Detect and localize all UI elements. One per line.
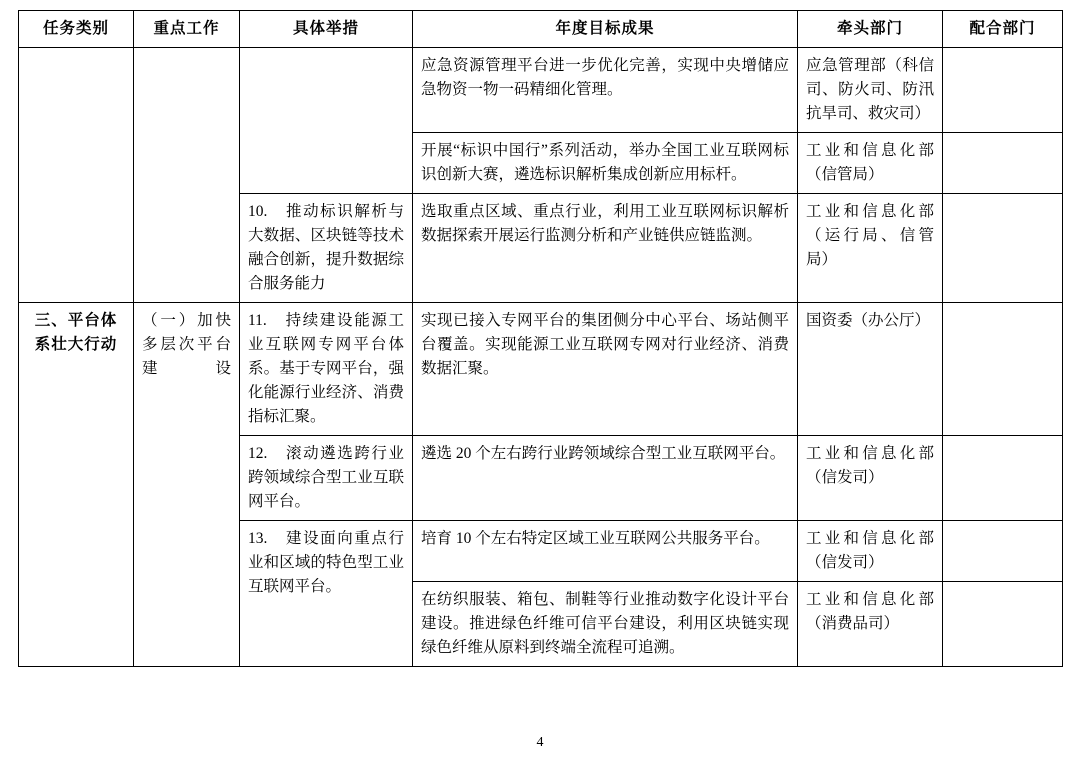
cell-measure-12: 12. 滚动遴选跨行业跨领域综合型工业互联网平台。 xyxy=(240,436,413,521)
cell-goal: 实现已接入专网平台的集团侧分中心平台、场站侧平台覆盖。实现能源工业互联网专网对行业经济、消费数据汇聚。 xyxy=(413,303,798,436)
cell-lead: 应急管理部（科信司、防火司、防汛抗旱司、救灾司） xyxy=(798,48,943,133)
cell-key-work-continued xyxy=(134,48,240,303)
cell-key-work-platform-build: （一）加快多层次平台建设 xyxy=(134,303,240,667)
table-header-row xyxy=(19,11,1063,48)
cell-support xyxy=(943,133,1063,194)
table-row xyxy=(19,303,1063,436)
cell-lead: 工业和信息化部（消费品司） xyxy=(798,582,943,667)
cell-support xyxy=(943,48,1063,133)
cell-category-platform-action: 三、平台体系壮大行动 xyxy=(19,303,134,667)
cell-support xyxy=(943,194,1063,303)
cell-measure-10: 10. 推动标识解析与大数据、区块链等技术融合创新，提升数据综合服务能力 xyxy=(240,194,413,303)
page-number: 4 xyxy=(536,735,544,750)
cell-support xyxy=(943,582,1063,667)
header-annual-goal: 年度目标成果 xyxy=(413,11,798,48)
task-table xyxy=(18,10,1063,667)
cell-support xyxy=(943,303,1063,436)
cell-goal: 选取重点区域、重点行业，利用工业互联网标识解析数据探索开展运行监测分析和产业链供应链监测。 xyxy=(413,194,798,303)
cell-lead: 工业和信息化部（信发司） xyxy=(798,521,943,582)
cell-lead: 国资委（办公厅） xyxy=(798,303,943,436)
cell-goal: 应急资源管理平台进一步优化完善，实现中央增储应急物资一物一码精细化管理。 xyxy=(413,48,798,133)
cell-measure-continued xyxy=(240,48,413,194)
header-task-category: 任务类别 xyxy=(19,11,134,48)
header-key-work: 重点工作 xyxy=(134,11,240,48)
cell-goal: 遴选 20 个左右跨行业跨领域综合型工业互联网平台。 xyxy=(413,436,798,521)
cell-measure-13: 13. 建设面向重点行业和区域的特色型工业互联网平台。 xyxy=(240,521,413,667)
cell-measure-11: 11. 持续建设能源工业互联网专网平台体系。基于专网平台，强化能源行业经济、消费指标汇聚。 xyxy=(240,303,413,436)
cell-goal: 开展“标识中国行”系列活动，举办全国工业互联网标识创新大赛，遴选标识解析集成创新应用标杆。 xyxy=(413,133,798,194)
table-row xyxy=(19,48,1063,133)
header-support-department: 配合部门 xyxy=(943,11,1063,48)
cell-lead: 工业和信息化部（信发司） xyxy=(798,436,943,521)
header-lead-department: 牵头部门 xyxy=(798,11,943,48)
cell-support xyxy=(943,436,1063,521)
cell-lead: 工业和信息化部（信管局） xyxy=(798,133,943,194)
cell-category-continued xyxy=(19,48,134,303)
cell-support xyxy=(943,521,1063,582)
cell-goal: 培育 10 个左右特定区域工业互联网公共服务平台。 xyxy=(413,521,798,582)
header-specific-measure: 具体举措 xyxy=(240,11,413,48)
cell-goal: 在纺织服装、箱包、制鞋等行业推动数字化设计平台建设。推进绿色纤维可信平台建设，利用区块链实现绿色纤维从原料到终端全流程可追溯。 xyxy=(413,582,798,667)
cell-lead: 工业和信息化部（运行局、信管局） xyxy=(798,194,943,303)
